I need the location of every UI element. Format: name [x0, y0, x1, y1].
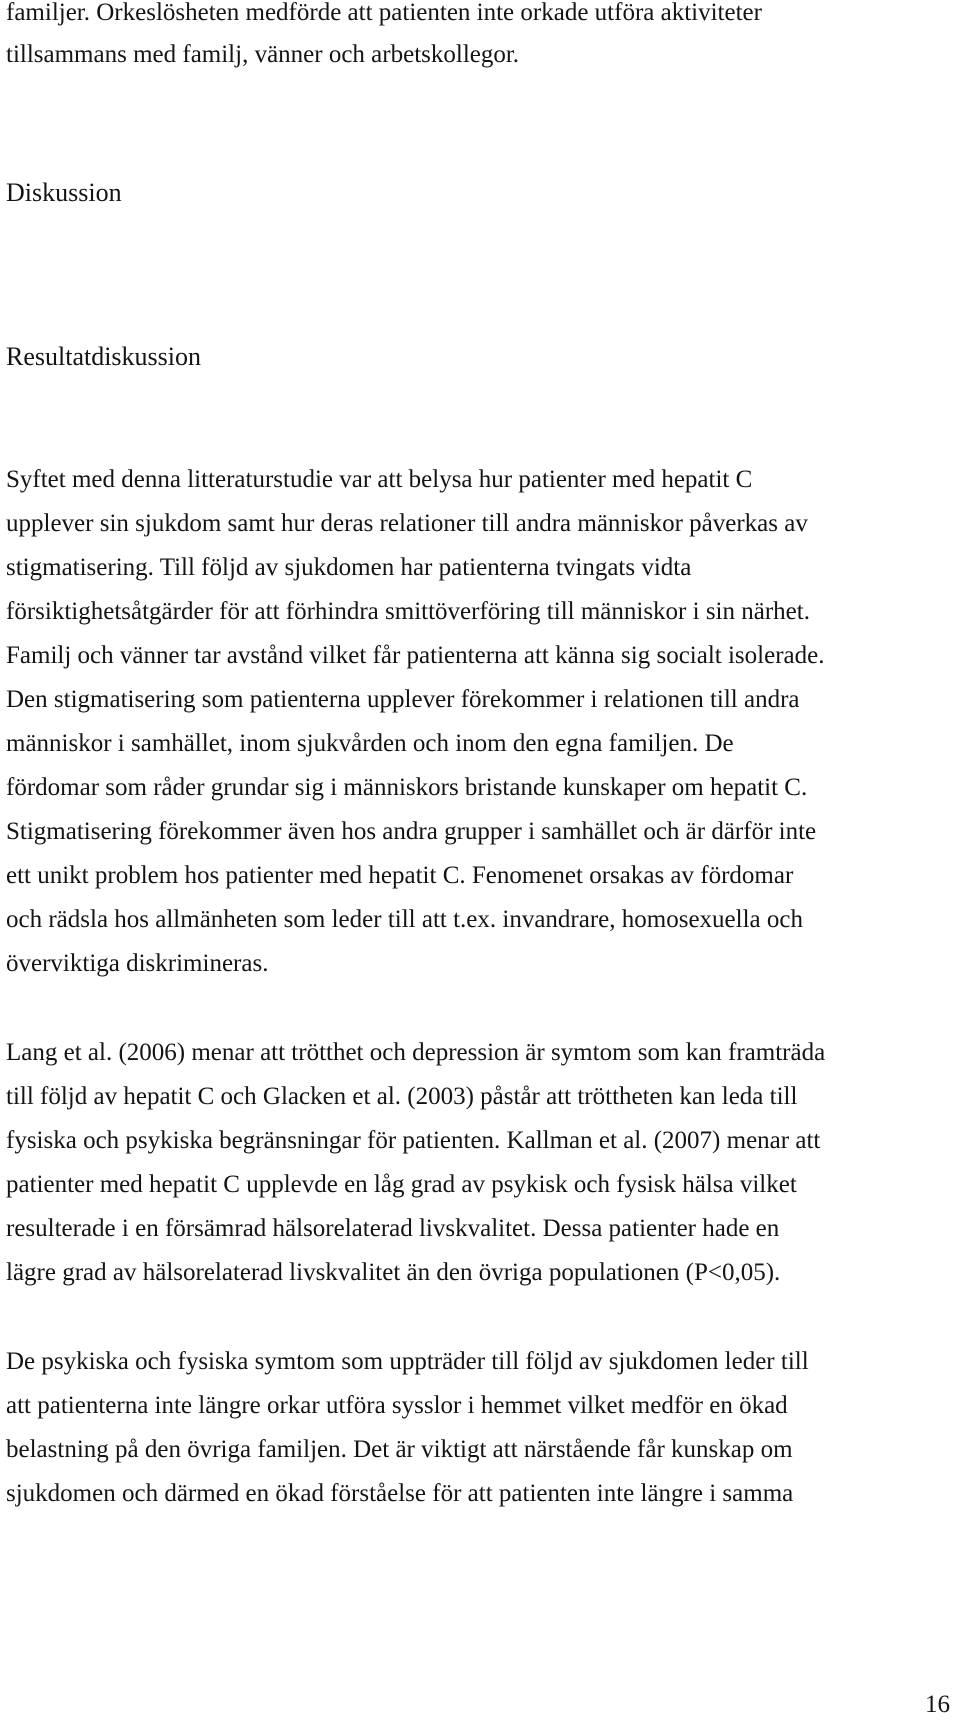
text-line: Lang et al. (2006) menar att trötthet och depression är symtom som kan framträda: [6, 1039, 826, 1066]
text-line: till följd av hepatit C och Glacken et al. (2003) påstår att tröttheten kan leda till: [6, 1083, 798, 1110]
section-heading-diskussion: Diskussion: [6, 178, 122, 207]
text-line: tillsammans med familj, vänner och arbetskollegor.: [6, 41, 520, 68]
text-line: försiktighetsåtgärder för att förhindra smittöverföring till människor i sin närhet.: [6, 598, 810, 625]
text-line: Syftet med denna litteraturstudie var att belysa hur patienter med hepatit C: [6, 466, 753, 493]
text-line: överviktiga diskrimineras.: [6, 950, 269, 977]
text-line: belastning på den övriga familjen. Det är viktigt att närstående får kunskap om: [6, 1436, 793, 1463]
text-line: människor i samhället, inom sjukvården och inom den egna familjen. De: [6, 730, 734, 757]
text-line: att patienterna inte längre orkar utföra sysslor i hemmet vilket medför en ökad: [6, 1392, 788, 1419]
page-number: 16: [925, 1691, 950, 1718]
text-line: fördomar som råder grundar sig i människors bristande kunskaper om hepatit C.: [6, 774, 808, 801]
text-line: Familj och vänner tar avstånd vilket får patienterna att känna sig socialt isolerade.: [6, 642, 825, 669]
text-line: resulterade i en försämrad hälsorelaterad livskvalitet. Dessa patienter hade en: [6, 1215, 780, 1242]
text-line: lägre grad av hälsorelaterad livskvalitet än den övriga populationen (P<0,05).: [6, 1259, 781, 1286]
text-line: Stigmatisering förekommer även hos andra grupper i samhället och är därför inte: [6, 818, 817, 845]
text-line: ett unikt problem hos patienter med hepatit C. Fenomenet orsakas av fördomar: [6, 862, 794, 889]
text-line: stigmatisering. Till följd av sjukdomen har patienterna tvingats vidta: [6, 554, 692, 581]
text-line: sjukdomen och därmed en ökad förståelse för att patienten inte längre i samma: [6, 1480, 794, 1507]
subsection-heading-resultatdiskussion: Resultatdiskussion: [6, 342, 202, 371]
text-line: Den stigmatisering som patienterna upplever förekommer i relationen till andra: [6, 686, 800, 713]
text-line: De psykiska och fysiska symtom som uppträder till följd av sjukdomen leder till: [6, 1348, 809, 1375]
text-line: patienter med hepatit C upplevde en låg grad av psykisk och fysisk hälsa vilket: [6, 1171, 797, 1198]
text-line: upplever sin sjukdom samt hur deras relationer till andra människor påverkas av: [6, 510, 808, 537]
text-line: och rädsla hos allmänheten som leder till att t.ex. invandrare, homosexuella och: [6, 906, 803, 933]
text-line: familjer. Orkeslösheten medförde att patienten inte orkade utföra aktiviteter: [6, 0, 762, 26]
text-line: fysiska och psykiska begränsningar för patienten. Kallman et al. (2007) menar att: [6, 1127, 821, 1154]
